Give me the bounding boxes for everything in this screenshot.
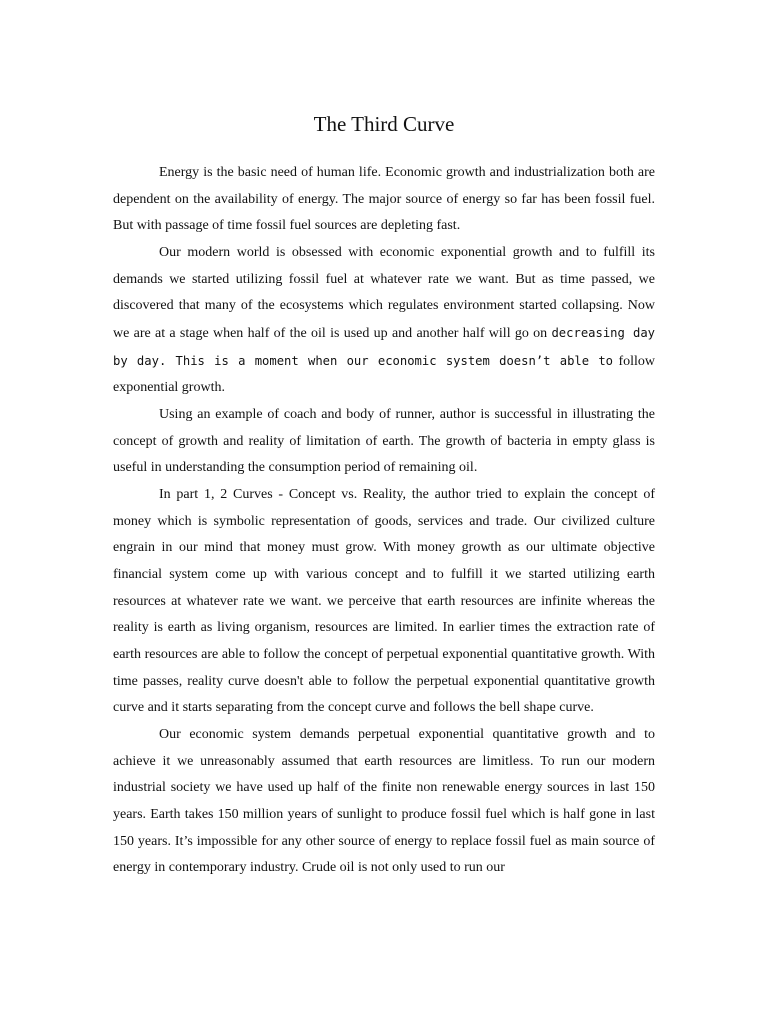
document-title: The Third Curve <box>313 112 455 136</box>
document-body <box>113 160 655 882</box>
paragraph-2-text-mixed-font: decreasing day by day. This is a moment when our economic system doesn’t able to <box>113 326 655 368</box>
paragraph-2-text-b: follow exponential growth. <box>113 353 655 396</box>
paragraph-1: Energy is the basic need of human life. Economic growth and industrialization both are dependent on the availability of energy. The major source of energy so far has been fossil fuel. But with passage of time fossil fuel sources are depleting fast. <box>113 165 655 234</box>
paragraph-5: Our economic system demands perpetual exponential quantitative growth and to achieve it we unreasonably assumed that earth resources are limitless. To run our modern industrial society we have used up half of the finite non renewable energy sources in last 150 years. Earth takes 150 million years of sunlight to produce fossil fuel which is half gone in last 150 years. It’s impossible for any other source of energy to replace fossil fuel as main source of energy in contemporary industry. Crude oil is not only used to run our <box>113 727 655 876</box>
paragraph-4: In part 1, 2 Curves - Concept vs. Reality, the author tried to explain the concept of money which is symbolic representation of goods, services and trade. Our civilized culture engrain in our mind that money must grow. With money growth as our ultimate objective financial system come up with various concept and to fulfill it we started utilizing earth resources at whatever rate we want. we perceive that earth resources are infinite whereas the reality is earth as living organism, resources are limited. In earlier times the extraction rate of earth resources are able to follow the concept of perpetual exponential quantitative growth. With time passes, reality curve doesn't able to follow the perpetual exponential quantitative growth curve and it starts separating from the concept curve and follows the bell shape curve. <box>113 487 655 716</box>
paragraph-2-text-a: Our modern world is obsessed with economic exponential growth and to fulfill its demands we started utilizing fossil fuel at whatever rate we want. But as time passed, we discovered that many of the ecosystems which regulates environment started collapsing. Now we are at a stage when half of the oil is used up and another half will go on <box>113 245 655 342</box>
paragraph-3: Using an example of coach and body of runner, author is successful in illustrating the concept of growth and reality of limitation of earth. The growth of bacteria in empty glass is useful in understanding the consumption period of remaining oil. <box>113 407 655 476</box>
paragraph-2 <box>113 240 655 402</box>
